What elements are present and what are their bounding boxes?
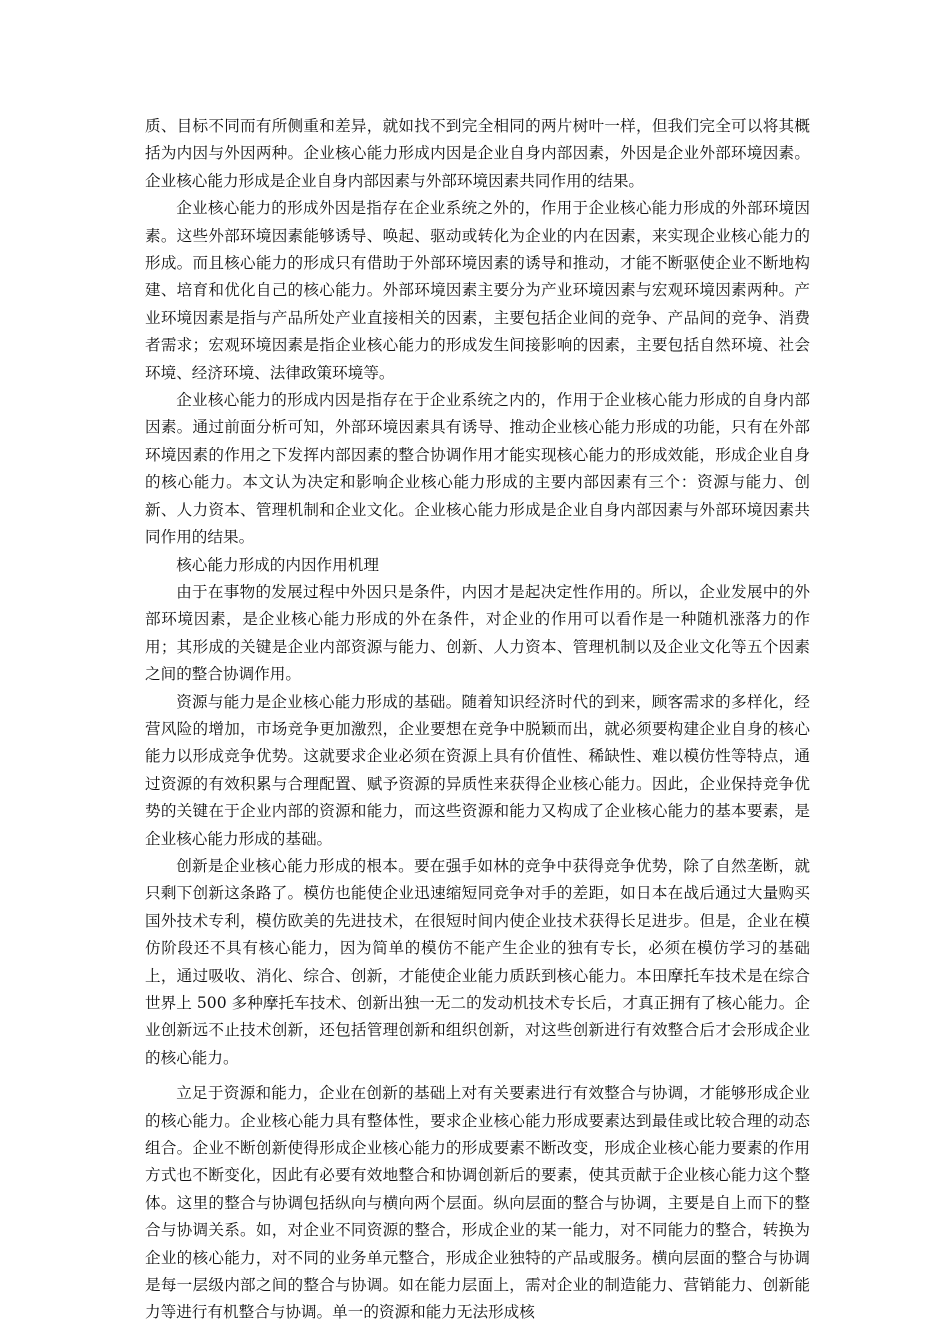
paragraph-internal-mechanism: 由于在事物的发展过程中外因只是条件，内因才是起决定性作用的。所以，企业发展中的外部环境因素，是企业核心能力形成的外在条件，对企业的作用可以看作是一种随机涨落力的作用；其形成的关键是企业内部资源与能力、创新、人力资本、管理机制以及企业文化等五个因素之间的整合协调作用。 (145, 582, 810, 684)
paragraph-resources-ability: 资源与能力是企业核心能力形成的基础。随着知识经济时代的到来，顾客需求的多样化，经营风险的增加，市场竞争更加激烈，企业要想在竞争中脱颖而出，就必须要构建企业自身的核心能力以形成竞争优势。这就要求企业必须在资源上具有价值性、稀缺性、难以模仿性等特点，通过资源的有效积累与合理配置、赋予资源的异质性来获得企业核心能力。因此，企业保持竞争优势的关键在于企业内部的资源和能力，而这些资源和能力又构成了企业核心能力的基本要素，是企业核心能力形成的基础。 (145, 692, 810, 848)
document-body (145, 113, 810, 1327)
paragraph-external-factors: 企业核心能力的形成外因是指存在企业系统之外的，作用于企业核心能力形成的外部环境因素。这些外部环境因素能够诱导、唤起、驱动或转化为企业的内在因素，来实现企业核心能力的形成。而且核心能力的形成只有借助于外部环境因素的诱导和推动，才能不断驱使企业不断地构建、培育和优化自己的核心能力。外部环境因素主要分为产业环境因素与宏观环境因素两种。产业环境因素是指与产品所处产业直接相关的因素，主要包括企业间的竞争、产品间的竞争、消费者需求；宏观环境因素是指企业核心能力的形成发生间接影响的因素，主要包括自然环境、社会环境、经济环境、法律政策环境等。 (145, 199, 810, 382)
paragraph-1-continuation: 质、目标不同而有所侧重和差异，就如找不到完全相同的两片树叶一样，但我们完全可以将其概括为内因与外因两种。企业核心能力形成内因是企业自身内部因素，外因是企业外部环境因素。企业核心能力形成是企业自身内部因素与外部环境因素共同作用的结果。 (145, 117, 810, 190)
paragraph-integration-coordination: 立足于资源和能力，企业在创新的基础上对有关要素进行有效整合与协调，才能够形成企业的核心能力。企业核心能力具有整体性，要求企业核心能力形成要素达到最佳或比较合理的动态组合。企业不断创新使得形成企业核心能力的形成要素不断改变，形成企业核心能力要素的作用方式也不断变化，因此有必要有效地整合和协调创新后的要素，使其贡献于企业核心能力这个整体。这里的整合与协调包括纵向与横向两个层面。纵向层面的整合与协调，主要是自上而下的整合与协调关系。如，对企业不同资源的整合，形成企业的某一能力，对不同能力的整合，转换为企业的核心能力，对不同的业务单元整合，形成企业独特的产品或服务。横向层面的整合与协调是每一层级内部之间的整合与协调。如在能力层面上，需对企业的制造能力、营销能力、创新能力等进行有机整合与协调。单一的资源和能力无法形成核 (145, 1084, 810, 1322)
section-heading-internal-mechanism: 核心能力形成的内因作用机理 (176, 555, 379, 574)
paragraph-innovation: 创新是企业核心能力形成的根本。要在强手如林的竞争中获得竞争优势，除了自然垄断，就只剩下创新这条路了。模仿也能使企业迅速缩短同竞争对手的差距，如日本在战后通过大量购买国外技术专利，模仿欧美的先进技术，在很短时间内使企业技术获得长足进步。但是，企业在模仿阶段还不具有核心能力，因为简单的模仿不能产生企业的独有专长，必须在模仿学习的基础上，通过吸收、消化、综合、创新，才能使企业能力质跃到核心能力。本田摩托车技术是在综合世界上 500 多种摩托车技术、创新出独一无二的发动机技术专长后，才真正拥有了核心能力。企业创新远不止技术创新，还包括管理创新和组织创新，对这些创新进行有效整合后才会形成企业的核心能力。 (145, 856, 810, 1067)
paragraph-internal-factors: 企业核心能力的形成内因是指存在于企业系统之内的，作用于企业核心能力形成的自身内部因素。通过前面分析可知，外部环境因素具有诱导、推动企业核心能力形成的功能，只有在外部环境因素的作用之下发挥内部因素的整合协调作用才能实现核心能力的形成效能，形成企业自身的核心能力。本文认为决定和影响企业核心能力形成的主要内部因素有三个：资源与能力、创新、人力资本、管理机制和企业文化。企业核心能力形成是企业自身内部因素与外部环境因素共同作用的结果。 (145, 391, 810, 547)
